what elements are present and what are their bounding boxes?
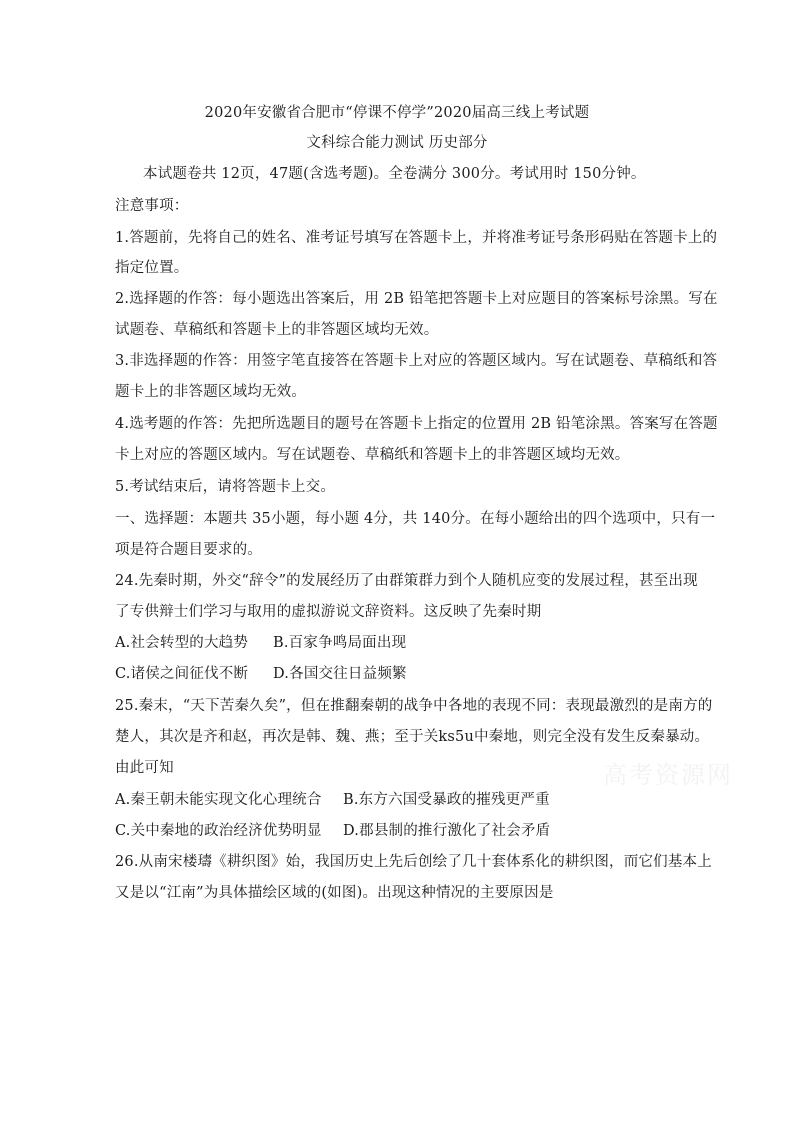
section-heading: 一、选择题：本题共 35小题，每小题 4分，共 140分。在每小题给出的四个选项中，只有一 bbox=[115, 511, 716, 527]
note-line: 1.答题前，先将自己的姓名、准考证号填写在答题卡上，并将准考证号条形码贴在答题卡上的 bbox=[115, 230, 718, 246]
exam-title: 2020年安徽省合肥市“停课不停学”2020届高三线上考试题 bbox=[204, 105, 590, 121]
note-line: 试题卷、草稿纸和答题卡上的非答题区域均无效。 bbox=[115, 322, 439, 338]
q25-stem: 楚人，其次是齐和赵，再次是韩、魏、燕；至于关ks5u中秦地，则完全没有发生反秦暴动。 bbox=[115, 729, 710, 745]
q25-stem: 25.秦末，“天下苦秦久矣”，但在推翻秦朝的战争中各地的表现不同：表现最激烈的是南方的 bbox=[115, 698, 713, 714]
note-line: 5.考试结束后，请将答题卡上交。 bbox=[115, 479, 336, 495]
note-line: 卡上对应的答题区域内。写在试题卷、草稿纸和答题卡上的非答题区域均无效。 bbox=[115, 447, 630, 463]
note-line: 题卡上的非答题区域均无效。 bbox=[115, 384, 307, 400]
exam-intro: 本试题卷共 12页，47题(含选考题)。全卷满分 300分。考试用时 150分钟。 bbox=[143, 166, 646, 182]
q25-option-c: C.关中秦地的政治经济优势明显 bbox=[115, 823, 322, 839]
q24-option-b: B.百家争鸣局面出现 bbox=[273, 635, 407, 651]
q26-stem: 26.从南宋楼璹《耕织图》始，我国历史上先后创绘了几十套体系化的耕织图，而它们基本上 bbox=[115, 854, 712, 870]
notes-heading: 注意事项： bbox=[115, 198, 189, 214]
note-line: 2.选择题的作答：每小题选出答案后，用 2B 铅笔把答题卡上对应题目的答案标号涂黑。写在 bbox=[115, 291, 718, 307]
q25-option-a: A.秦王朝未能实现文化心理统合 bbox=[115, 792, 322, 808]
q25-stem: 由此可知 bbox=[115, 760, 174, 776]
q24-stem: 24.先秦时期，外交“辞令”的发展经历了由群策群力到个人随机应变的发展过程，甚至出现 bbox=[115, 573, 698, 589]
q25-option-b: B.东方六国受暴政的摧残更严重 bbox=[343, 792, 550, 808]
note-line: 指定位置。 bbox=[115, 260, 189, 276]
q24-option-c: C.诸侯之间征伐不断 bbox=[115, 666, 249, 682]
exam-subtitle: 文科综合能力测试 历史部分 bbox=[306, 135, 488, 151]
note-line: 3.非选择题的作答：用签字笔直接答在答题卡上对应的答题区域内。写在试题卷、草稿纸和答 bbox=[115, 353, 718, 369]
q24-option-d: D.各国交往日益频繁 bbox=[273, 666, 407, 682]
q24-stem: 了专供辩士们学习与取用的虚拟游说文辞资料。这反映了先秦时期 bbox=[115, 604, 542, 620]
q26-stem: 又是以“江南”为具体描绘区域的(如图)。出现这种情况的主要原因是 bbox=[115, 885, 554, 901]
note-line: 4.选考题的作答：先把所选题目的题号在答题卡上指定的位置用 2B 铅笔涂黑。答案写在答题 bbox=[115, 416, 718, 432]
watermark: 高考资源网 bbox=[603, 761, 733, 789]
q25-option-d: D.郡县制的推行激化了社会矛盾 bbox=[343, 823, 551, 839]
section-heading-cont: 项是符合题目要求的。 bbox=[115, 542, 262, 558]
q24-option-a: A.社会转型的大趋势 bbox=[115, 635, 249, 651]
